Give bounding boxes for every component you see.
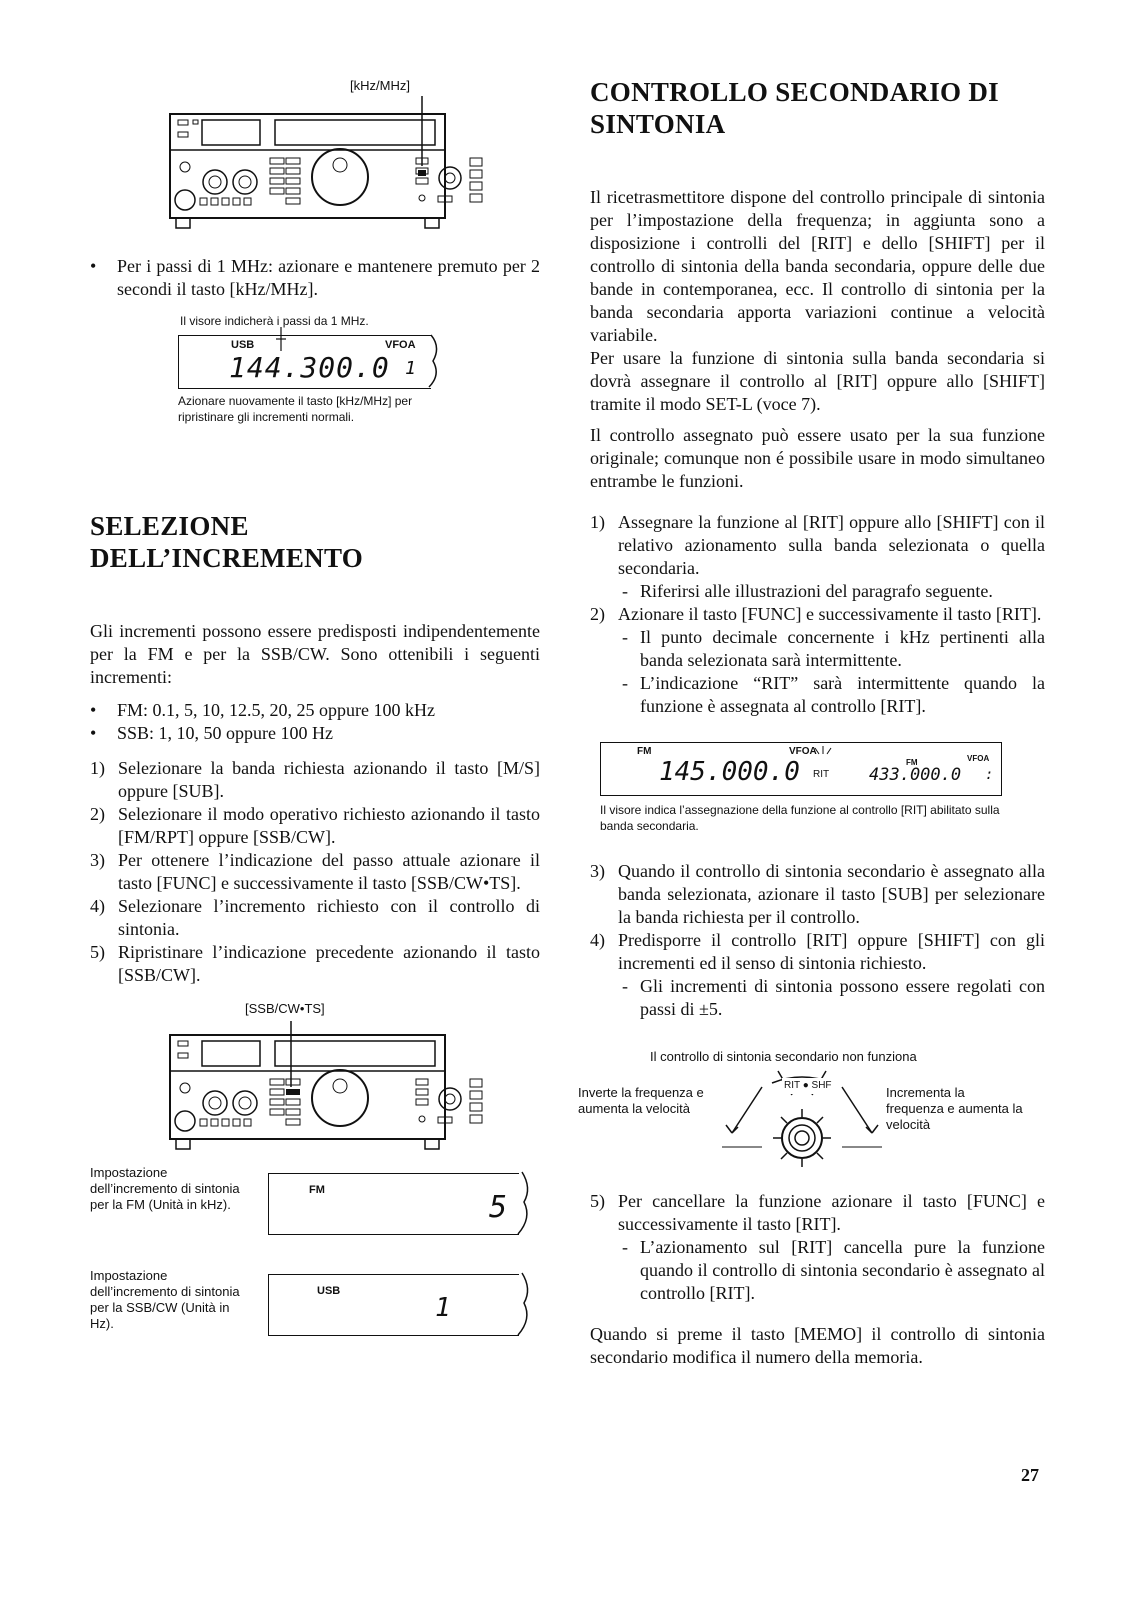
step-item: 5) Ripristinare l’indicazione precedente azionando il tasto [SSB/CW]. xyxy=(90,942,540,985)
lcd-fm-step xyxy=(268,1173,519,1235)
lcd-ssb-step xyxy=(268,1274,519,1336)
lcd-fm-value: 5 xyxy=(489,1190,508,1225)
knob-top-caption: Il controllo di sintonia secondario non funziona xyxy=(650,1049,917,1064)
bullet-ssb: • SSB: 1, 10, 50 oppure 100 Hz xyxy=(90,722,540,745)
ssb-cw-ts-label: [SSB/CW•TS] xyxy=(245,1001,325,1016)
radio-front-panel-icon-2 xyxy=(90,1001,540,1151)
ssb-step-block xyxy=(90,1264,540,1354)
section-title-increment xyxy=(90,510,540,574)
secondary-para-1: Il ricetrasmettitore dispone del controllo principale di sintonia per l’impostazione della frequenza; in aggiunta sono a disposizione i controlli del [RIT] e dello [SHIFT] per il controllo di sintonia della banda secondaria, oppure delle due bande in contemporanea, ecc. Il controllo di sintonia per la banda secondaria apporta variazioni continue a velocità variabile. xyxy=(590,187,1045,345)
bullet-fm: • FM: 0.1, 5, 10, 12.5, 20, 25 oppure 100 kHz xyxy=(90,699,540,722)
secondary-para-2: Per usare la funzione di sintonia sulla banda secondaria si dovrà assegnare il controllo al [RIT] oppure allo [SHIFT] tramite il modo SET-L (voce 7). xyxy=(590,348,1045,414)
step-sub-item: - Il punto decimale concernente i kHz pertinenti alla banda selezionata sarà intermittente. xyxy=(618,626,1045,672)
lcd-rit-indicator: RIT xyxy=(813,769,830,780)
radio-figure-khz xyxy=(90,70,540,235)
rit-blink-icon xyxy=(808,744,838,764)
lcd-rit-mode-right: FM xyxy=(906,758,918,767)
display-rit-caption: Il visore indica l’assegnazione della funzione al controllo [RIT] abilitato sulla banda secondaria. xyxy=(600,803,1000,833)
step-item: 4) Predisporre il controllo [RIT] oppure [SHIFT] con gli incrementi ed il senso di sintonia richiesto. - Gli incrementi di sintonia possono essere regolati con passi di ±5. xyxy=(590,929,1045,1021)
display-rit xyxy=(590,732,1045,842)
step-sub-item: - Gli incrementi di sintonia possono essere regolati con passi di ±5. xyxy=(618,975,1045,1021)
lcd-display-rit xyxy=(600,742,1002,796)
section-title-line2: DELL’INCREMENTO xyxy=(90,543,364,573)
ssb-step-caption: Impostazione dell’incremento di sintonia per la SSB/CW (Unità in Hz). xyxy=(90,1268,240,1331)
lcd-vfo: VFOA xyxy=(385,339,416,351)
lcd-1-pointer-icon xyxy=(276,327,286,351)
knob-left-caption: Inverte la frequenza e aumenta la velocità xyxy=(578,1085,704,1116)
step-item: 2) Selezionare il modo operativo richiesto azionando il tasto [FM/RPT] oppure [SSB/CW]. xyxy=(90,804,540,847)
knob-right-caption: Incrementa la frequenza e aumenta la velocità xyxy=(886,1085,1023,1132)
lcd-1-edge-icon xyxy=(427,333,447,389)
increment-steps xyxy=(90,757,540,987)
increment-bullets xyxy=(90,699,540,745)
step-item: 3) Per ottenere l’indicazione del passo attuale azionare il tasto [FUNC] e successivamente il tasto [SSB/CW•TS]. xyxy=(90,850,540,893)
lcd-rit-vfo-right: VFOA xyxy=(967,754,990,763)
step-item: 3) Quando il controllo di sintonia secondario è assegnato alla banda selezionata, azionare il tasto [SUB] per selezionare la banda richiesta per il controllo. xyxy=(590,861,1045,927)
radio-figure-ts xyxy=(90,1001,540,1151)
section-title-secondary xyxy=(590,76,1045,140)
secondary-steps-c xyxy=(590,1190,1045,1305)
secondary-title-line1: CONTROLLO SECONDARIO DI xyxy=(590,77,999,107)
secondary-steps-b xyxy=(590,860,1045,1021)
step-sub-item: - Riferirsi alle illustrazioni del paragrafo seguente. xyxy=(618,580,1045,603)
fm-step-block xyxy=(90,1161,540,1256)
lcd-display-1 xyxy=(178,335,431,389)
lcd-ssb-edge-icon xyxy=(516,1271,536,1337)
lcd-suffix: 1 xyxy=(405,358,416,379)
secondary-steps-a xyxy=(590,511,1045,718)
lcd-fm-edge-icon xyxy=(516,1170,536,1236)
bullet-1mhz-text: • Per i passi di 1 MHz: azionare e mantenere premuto per 2 secondi il tasto [kHz/MHz]. xyxy=(90,255,540,301)
display-1mhz-top-caption: Il visore indicherà i passi da 1 MHz. xyxy=(180,314,369,328)
lcd-rit-vfo-left: VFOA xyxy=(789,746,817,757)
page-number: 27 xyxy=(1021,1465,1039,1485)
lcd-fm-mode: FM xyxy=(309,1184,325,1196)
lcd-ssb-value: 1 xyxy=(435,1293,451,1323)
bullet-1mhz xyxy=(90,255,540,301)
lcd-frequency: 144.300.0 xyxy=(229,351,390,384)
step-item: 4) Selezionare l’incremento richiesto con il controllo di sintonia. xyxy=(90,896,540,939)
step-item: 1) Assegnare la funzione al [RIT] oppure allo [SHIFT] con il relativo azionamento sulla banda selezionata o quella secondaria. - Riferirsi alle illustrazioni del paragrafo seguente. xyxy=(590,511,1045,603)
step-item: 2) Azionare il tasto [FUNC] e successivamente il tasto [RIT]. - Il punto decimale concernente i kHz pertinenti alla banda selezionata sarà intermittente. - L’indicazione “RIT” sarà intermittente quando la funzione è assegnata al controllo [RIT]. xyxy=(590,603,1045,718)
step-item: 1) Selezionare la banda richiesta azionando il tasto [M/S] oppure [SUB]. xyxy=(90,758,540,801)
lcd-mode: USB xyxy=(231,339,255,351)
khz-mhz-label: [kHz/MHz] xyxy=(350,78,410,93)
secondary-title-line2: SINTONIA xyxy=(590,109,726,139)
display-1mhz xyxy=(90,313,540,438)
radio-front-panel-icon xyxy=(90,70,540,230)
step-sub-item: - L’azionamento sul [RIT] cancella pure la funzione quando il controllo di sintonia secondario è assegnato al controllo [RIT]. xyxy=(618,1236,1045,1305)
lcd-rit-freq-right: 433.000.0 xyxy=(869,765,962,785)
step-item: 5) Per cancellare la funzione azionare il tasto [FUNC] e successivamente il tasto [RIT]. - L’azionamento sul [RIT] cancella pure la funzione quando il controllo di sintonia secondario è assegnato al controllo [RIT]. xyxy=(590,1190,1045,1305)
secondary-closing: Quando si preme il tasto [MEMO] il controllo di sintonia secondario modifica il numero della memoria. xyxy=(590,1324,1045,1367)
increment-intro: Gli incrementi possono essere predisposti indipendentemente per la FM e per la SSB/CW. Sono ottenibili i seguenti incrementi: xyxy=(90,621,540,687)
section-title-line1: SELEZIONE xyxy=(90,511,249,541)
lcd-rit-suffix: : xyxy=(985,767,994,783)
lcd-rit-mode-left: FM xyxy=(637,746,652,757)
fm-step-caption: Impostazione dell’incremento di sintonia per la FM (Unità in kHz). xyxy=(90,1165,240,1212)
step-sub-item: - L’indicazione “RIT” sarà intermittente quando la funzione è assegnata al controllo [RIT]. xyxy=(618,672,1045,718)
right-column xyxy=(578,70,1045,1369)
left-column xyxy=(90,70,540,1354)
knob-dial-label: RIT ● SHF xyxy=(782,1078,834,1094)
lcd-ssb-mode: USB xyxy=(317,1285,341,1297)
display-1mhz-bottom-caption: Azionare nuovamente il tasto [kHz/MHz] per ripristinare gli incrementi normali. xyxy=(178,394,413,424)
secondary-para-3: Il controllo assegnato può essere usato per la sua funzione originale; comunque non é possibile usare in modo simultaneo entrambe le funzioni. xyxy=(590,425,1045,491)
knob-figure xyxy=(578,1049,1045,1174)
lcd-rit-freq-left: 145.000.0 xyxy=(659,757,800,787)
